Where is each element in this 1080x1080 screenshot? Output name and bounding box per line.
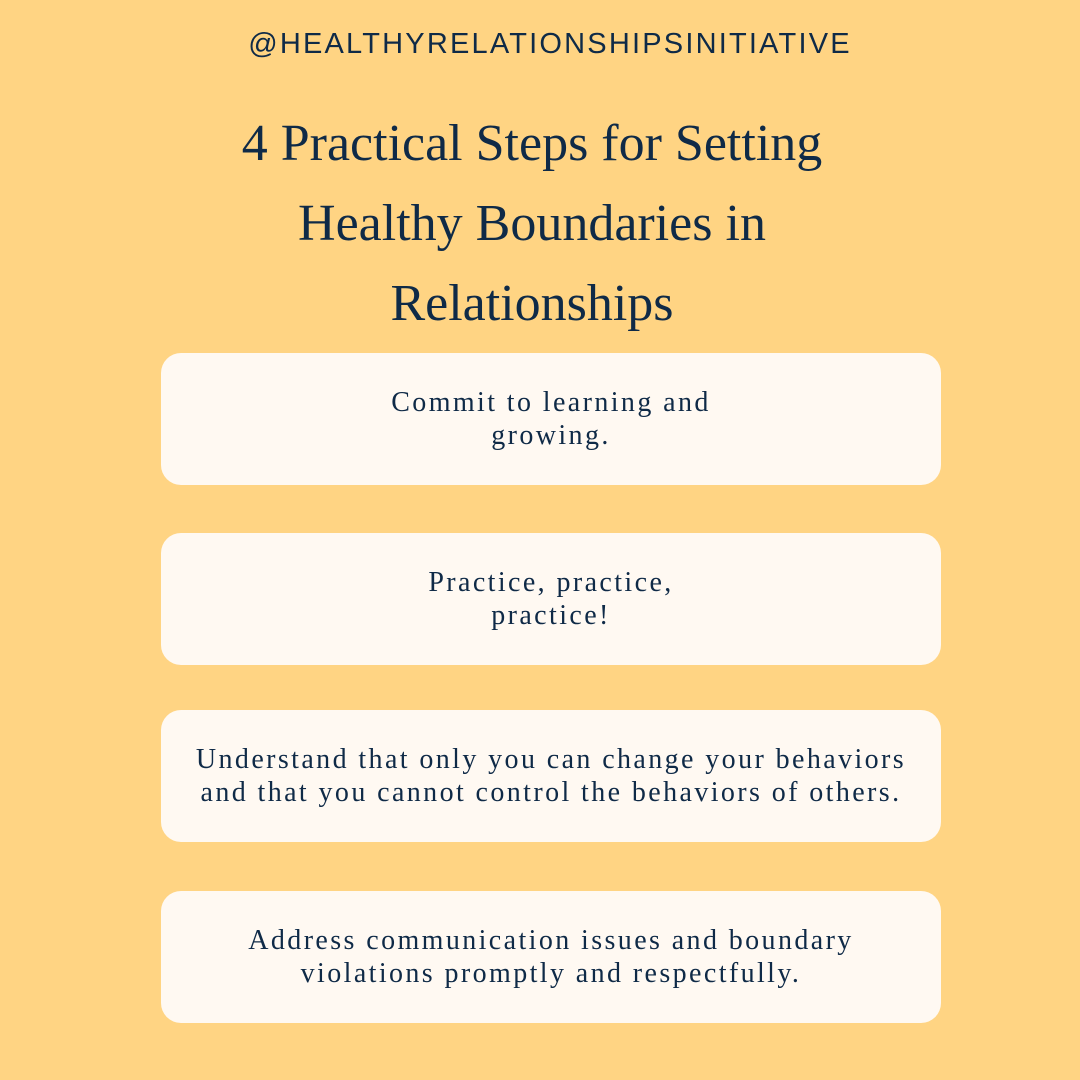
step-card-2	[161, 533, 941, 665]
step-text: Practice, practice, practice!	[428, 567, 674, 631]
step-card-4	[161, 891, 941, 1023]
account-handle: @HEALTHYRELATIONSHIPSINITIATIVE	[248, 28, 852, 60]
step-card-1	[161, 353, 941, 485]
step-text: Commit to learning and growing.	[391, 387, 711, 451]
step-card-3	[161, 710, 941, 842]
step-text: Address communication issues and boundary violations promptly and respectfully.	[248, 925, 854, 989]
step-text: Understand that only you can change your behaviors and that you cannot control the behaviors of others.	[195, 744, 907, 808]
page-title: 4 Practical Steps for Setting Healthy Boundaries in Relationships	[241, 115, 823, 332]
